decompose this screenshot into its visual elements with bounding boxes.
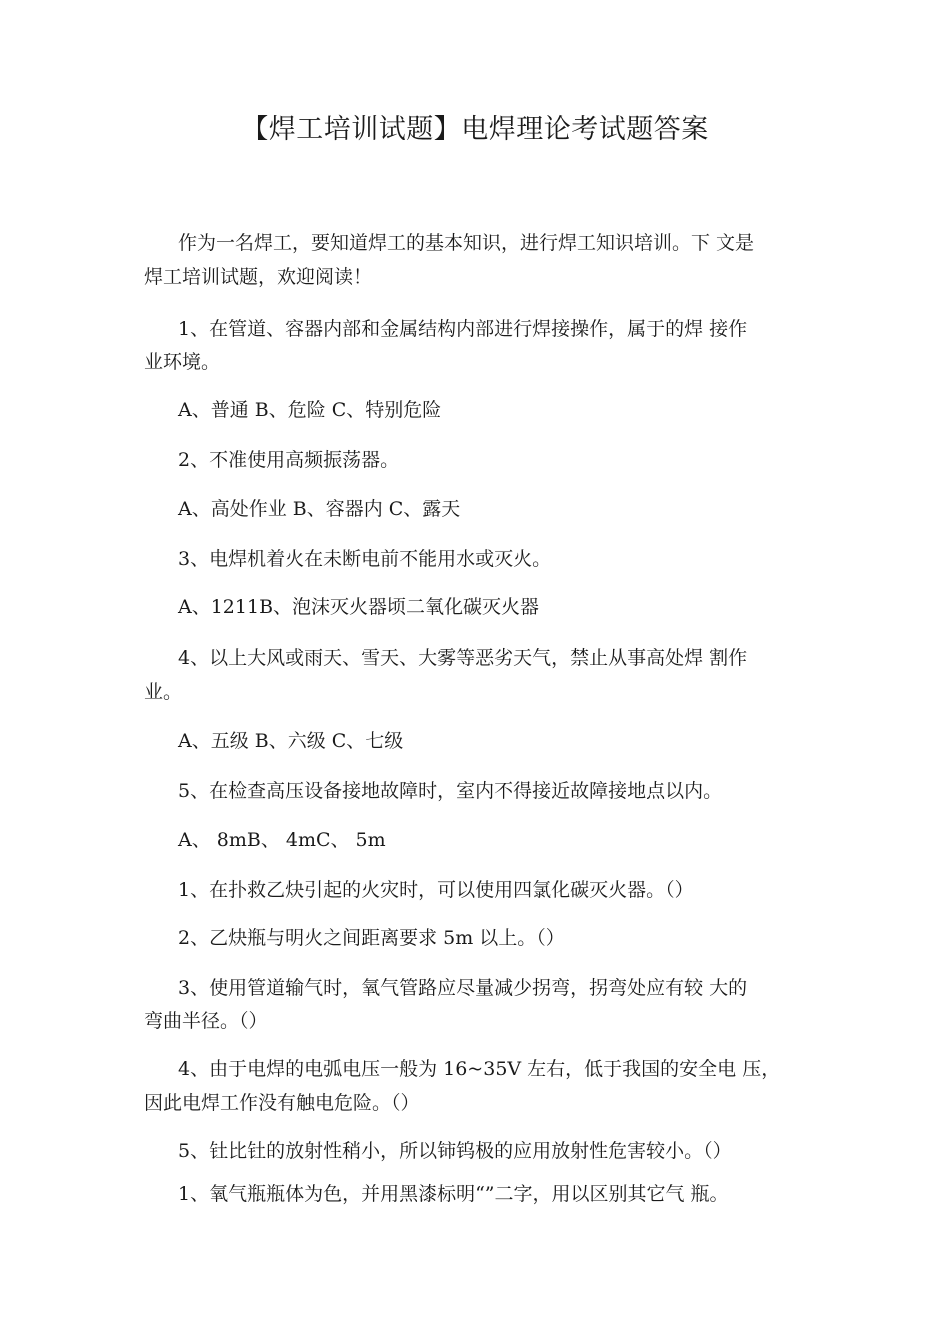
question-3: 3、电焊机着火在未断电前不能用水或灭火。	[178, 548, 552, 570]
judge-4-line-2: 因此电焊工作没有触电危险。（）	[144, 1092, 420, 1114]
question-1-line-2: 业环境。	[144, 351, 221, 373]
question-2-options: A、高处作业 B、容器内 C、露天	[178, 498, 461, 520]
question-1-line-1: 1、在管道、容器内部和金属结构内部进行焊接操作，属于的焊 接作	[178, 318, 748, 340]
question-2: 2、不准使用高频振荡器。	[178, 449, 400, 471]
intro-line-1: 作为一名焊工，要知道焊工的基本知识，进行焊工知识培训。下 文是	[178, 232, 755, 254]
judge-5: 5、钍比钍的放射性稍小，所以铈钨极的应用放射性危害较小。（）	[178, 1140, 732, 1162]
judge-4-line-1: 4、由于电焊的电弧电压一般为 16~35V 左右，低于我国的安全电 压，	[178, 1058, 781, 1080]
question-5-options: A、 8mB、 4mC、 5m	[178, 829, 386, 851]
judge-3-line-2: 弯曲半径。（）	[144, 1010, 268, 1032]
judge-2: 2、乙炔瓶与明火之间距离要求 5m 以上。（）	[178, 927, 565, 949]
judge-1: 1、在扑救乙炔引起的火灾时，可以使用四氯化碳灭火器。（）	[178, 879, 694, 901]
judge-3-line-1: 3、使用管道输气时，氧气管路应尽量减少拐弯，拐弯处应有较 大的	[178, 977, 748, 999]
intro-line-2: 焊工培训试题，欢迎阅读！	[144, 266, 373, 288]
document-title: 【焊工培训试题】电焊理论考试题答案	[241, 114, 709, 145]
question-4-line-2: 业。	[144, 681, 183, 703]
question-4-line-1: 4、以上大风或雨天、雪天、大雾等恶劣天气，禁止从事高处焊 割作	[178, 647, 748, 669]
question-5: 5、在检查高压设备接地故障时，室内不得接近故障接地点以内。	[178, 780, 723, 802]
question-3-options: A、1211B、泡沫灭火器顷二氧化碳灭火器	[178, 596, 540, 618]
question-4-options: A、五级 B、六级 C、七级	[178, 730, 404, 752]
fill-1: 1、氧气瓶瓶体为色，并用黑漆标明“”二字，用以区别其它气 瓶。	[178, 1183, 729, 1205]
question-1-options: A、普通 B、危险 C、特别危险	[178, 399, 442, 421]
